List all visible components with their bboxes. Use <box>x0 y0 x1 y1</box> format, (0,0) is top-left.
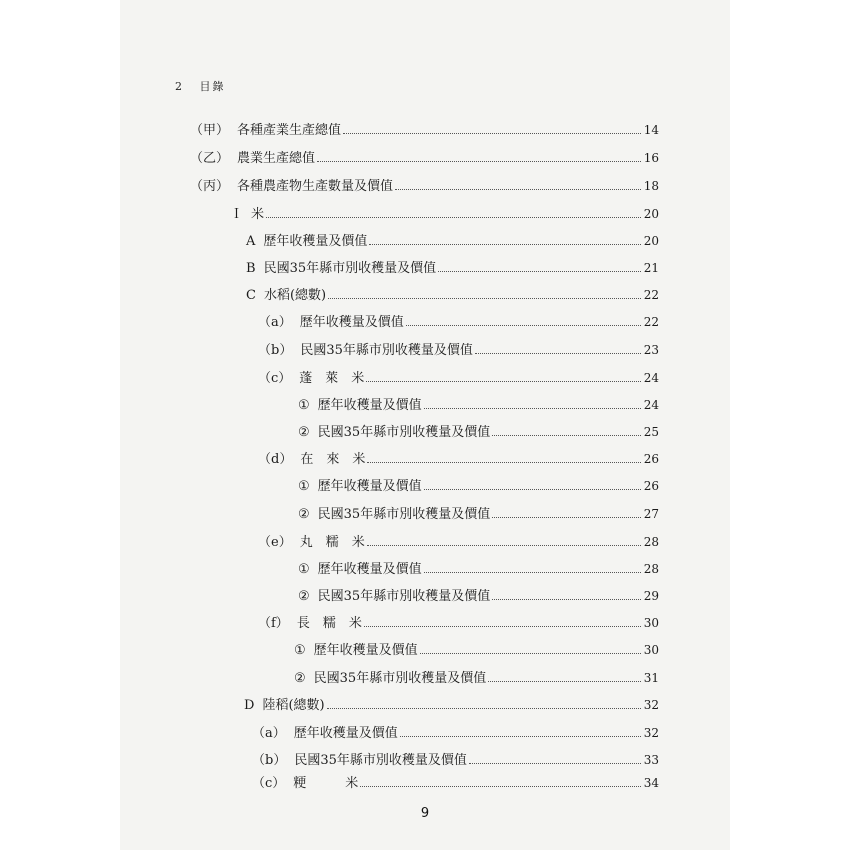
toc-entry-mark: B <box>246 261 256 276</box>
toc-entry-title: 民國35年縣市別收穫量及價值 <box>317 425 491 440</box>
toc-entry <box>298 477 659 495</box>
toc-entry-mark: （d） <box>258 452 293 467</box>
toc-entry-title: 水稻(總數) <box>263 288 327 303</box>
toc-entry-mark: C <box>246 288 256 303</box>
toc-leader-dots <box>488 681 641 682</box>
toc-entry <box>258 341 659 359</box>
toc-leader-dots <box>469 763 641 764</box>
toc-entry-mark: ② <box>298 425 310 440</box>
toc-leader-dots <box>492 599 641 600</box>
toc-leader-dots <box>492 435 641 436</box>
page-folio: 9 <box>420 806 430 821</box>
toc-leader-dots <box>266 217 641 218</box>
toc-leader-dots <box>492 517 641 518</box>
toc-entry-title: 粳 米 <box>293 776 359 791</box>
toc-leader-dots <box>400 736 641 737</box>
toc-entry-page: 18 <box>643 179 659 193</box>
toc-entry <box>252 724 659 742</box>
toc-entry-title: 歷年收穫量及價值 <box>263 234 368 249</box>
toc-entry <box>298 505 659 523</box>
toc-entry <box>190 177 659 195</box>
toc-entry-mark: （a） <box>258 315 292 330</box>
toc-leader-dots <box>367 462 641 463</box>
toc-entry <box>298 423 659 441</box>
toc-entry-mark: （a） <box>252 726 286 741</box>
toc-entry-page: 34 <box>643 776 659 790</box>
toc-leader-dots <box>327 708 641 709</box>
toc-entry <box>298 396 659 414</box>
toc-entry-title: 歷年收穫量及價值 <box>299 315 404 330</box>
toc-entry-page: 16 <box>643 151 659 165</box>
toc-entry-mark: （e） <box>258 535 292 550</box>
toc-leader-dots <box>395 189 641 190</box>
toc-entry-title: 各種產業生產總值 <box>237 123 342 138</box>
toc-entry-title: 農業生產總值 <box>237 151 316 166</box>
toc-entry-title: 歷年收穫量及價值 <box>313 643 418 658</box>
toc-leader-dots <box>366 381 641 382</box>
toc-entry <box>230 205 659 223</box>
toc-leader-dots <box>317 161 641 162</box>
toc-entry-mark: （b） <box>258 343 293 358</box>
toc-entry-page: 25 <box>643 425 659 439</box>
toc-entry-page: 14 <box>643 123 659 137</box>
toc-entry-title: 蓬 萊 米 <box>299 371 365 386</box>
toc-entry-page: 21 <box>643 261 659 275</box>
toc-entry-page: 28 <box>643 535 659 549</box>
toc-entry-mark: ② <box>298 507 310 522</box>
toc-leader-dots <box>438 271 641 272</box>
toc-entry-mark: （丙） <box>190 179 230 194</box>
toc-entry-page: 22 <box>643 288 659 302</box>
toc-entry-page: 22 <box>643 315 659 329</box>
toc-entry <box>190 149 659 167</box>
toc-entry <box>246 232 659 250</box>
toc-entry-page: 24 <box>643 398 659 412</box>
toc-entry <box>294 669 659 687</box>
toc-leader-dots <box>420 653 641 654</box>
toc-entry-mark: ① <box>294 643 306 658</box>
toc-leader-dots <box>367 545 641 546</box>
toc-leader-dots <box>369 244 641 245</box>
toc-entry-title: 米 <box>251 207 265 222</box>
toc-entry-mark: D <box>244 698 255 713</box>
toc-entry <box>258 533 659 551</box>
toc-entry <box>298 560 659 578</box>
toc-leader-dots <box>343 133 641 134</box>
toc-entry-mark: ② <box>298 589 310 604</box>
toc-entry <box>246 286 659 304</box>
toc-entry <box>258 614 659 632</box>
toc-entry-mark: （c） <box>258 371 292 386</box>
toc-entry <box>258 313 659 331</box>
toc-entry-page: 33 <box>643 753 659 767</box>
toc-entry-mark: ① <box>298 398 310 413</box>
toc-leader-dots <box>360 786 641 787</box>
toc-entry-page: 30 <box>643 643 659 657</box>
toc-entry-page: 30 <box>643 616 659 630</box>
toc-entry-mark: ① <box>298 479 310 494</box>
toc-entry-page: 20 <box>643 207 659 221</box>
toc-entry-title: 各種農產物生產數量及價值 <box>237 179 394 194</box>
toc-entry-title: 丸 糯 米 <box>299 535 365 550</box>
toc-leader-dots <box>475 353 641 354</box>
toc-entry-mark: ② <box>294 671 306 686</box>
toc-entry-page: 29 <box>643 589 659 603</box>
toc-leader-dots <box>424 489 641 490</box>
toc-leader-dots <box>364 626 641 627</box>
toc-entry-title: 歷年收穫量及價值 <box>293 726 398 741</box>
toc-entry-page: 20 <box>643 234 659 248</box>
toc-entry-title: 民國35年縣市別收穫量及價值 <box>300 343 473 358</box>
toc-entry-title: 在 來 米 <box>300 452 366 467</box>
toc-entry-title: 民國35年縣市別收穫量及價值 <box>317 589 491 604</box>
toc-entry-mark: Ｉ <box>230 207 244 222</box>
toc-entry <box>246 259 659 277</box>
toc-entry <box>252 774 659 792</box>
toc-entry-title: 民國35年縣市別收穫量及價值 <box>294 753 467 768</box>
header-title: 目錄 <box>199 80 226 93</box>
toc-entry-page: 27 <box>643 507 659 521</box>
toc-entry <box>190 121 659 139</box>
toc-entry-page: 23 <box>643 343 659 357</box>
toc-leader-dots <box>424 572 641 573</box>
toc-entry <box>294 641 659 659</box>
toc-entry-page: 31 <box>643 671 659 685</box>
toc-entry <box>258 369 659 387</box>
toc-entry-title: 歷年收穫量及價值 <box>317 479 422 494</box>
toc-entry-mark: A <box>246 234 256 249</box>
toc-entry-page: 26 <box>643 479 659 493</box>
toc-entry-title: 陸稻(總數) <box>262 698 325 713</box>
toc-entry <box>298 587 659 605</box>
toc-entry-title: 歷年收穫量及價值 <box>317 562 422 577</box>
toc-entry-mark: （b） <box>252 753 287 768</box>
toc-entry-mark: ① <box>298 562 310 577</box>
toc-entry-title: 歷年收穫量及價值 <box>317 398 422 413</box>
toc-entry-mark: （c） <box>252 776 286 791</box>
toc-entry <box>252 751 659 769</box>
toc-entry-page: 26 <box>643 452 659 466</box>
toc-leader-dots <box>328 298 641 299</box>
toc-entry-title: 長 糯 米 <box>296 616 362 631</box>
toc-entry-page: 28 <box>643 562 659 576</box>
header-page-number: 2 <box>175 80 184 93</box>
toc-entry <box>258 450 659 468</box>
toc-entry-title: 民國35年縣市別收穫量及價值 <box>263 261 437 276</box>
toc-entry <box>244 696 659 714</box>
toc-entry-page: 32 <box>643 726 659 740</box>
toc-entry-page: 24 <box>643 371 659 385</box>
toc-entry-title: 民國35年縣市別收穫量及價值 <box>317 507 491 522</box>
toc-entry-page: 32 <box>643 698 659 712</box>
toc-entry-title: 民國35年縣市別收穫量及價值 <box>313 671 487 686</box>
toc-leader-dots <box>406 325 641 326</box>
toc-entry-mark: （甲） <box>190 123 230 138</box>
toc-entry-mark: （f） <box>258 616 289 631</box>
toc-leader-dots <box>424 408 641 409</box>
toc-entry-mark: （乙） <box>190 151 230 166</box>
